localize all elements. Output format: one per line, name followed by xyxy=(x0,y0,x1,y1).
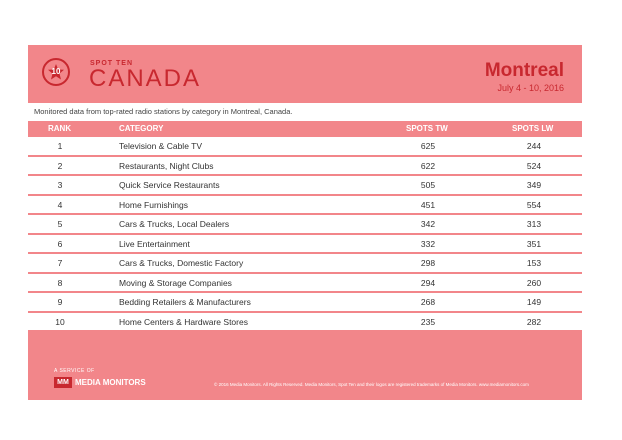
category-cell: Cars & Trucks, Local Dealers xyxy=(119,219,230,229)
copyright-text: © 2016 Media Monitors. All Rights Reserved. Media Monitors, Spot Ten and their logos are registered trademarks of Media Monitors. www.mediamonitors.com xyxy=(214,382,529,387)
column-spots-tw: SPOTS TW xyxy=(406,124,448,133)
spots-lw-cell: 244 xyxy=(526,141,542,151)
city-title: Montreal xyxy=(484,60,564,81)
table-row xyxy=(28,176,582,194)
spots-lw-cell: 282 xyxy=(526,316,542,327)
rank-cell: 1 xyxy=(57,141,63,151)
description-text: Monitored data from top-rated radio stations by category in Montreal, Canada. xyxy=(34,107,293,116)
category-cell: Home Furnishings xyxy=(119,199,188,210)
ranking-table xyxy=(28,137,582,332)
table-row xyxy=(28,274,582,292)
column-spots-lw: SPOTS LW xyxy=(512,124,554,133)
category-cell: Cars & Trucks, Domestic Factory xyxy=(119,258,244,268)
category-cell: Quick Service Restaurants xyxy=(119,180,220,190)
rank-cell: 2 xyxy=(57,160,63,171)
rank-cell: 10 xyxy=(55,316,65,327)
category-cell: Restaurants, Night Clubs xyxy=(119,160,214,171)
spots-lw-cell: 554 xyxy=(526,199,542,210)
table-row xyxy=(28,157,582,175)
column-rank: RANK xyxy=(48,124,72,133)
table-row xyxy=(28,235,582,253)
spots-tw-cell: 451 xyxy=(420,199,436,210)
spots-tw-cell: 235 xyxy=(420,316,436,327)
category-cell: Home Centers & Hardware Stores xyxy=(119,316,248,327)
table-row xyxy=(28,196,582,214)
category-cell: Moving & Storage Companies xyxy=(119,277,232,288)
service-label: A SERVICE OF xyxy=(54,368,95,374)
spots-tw-cell: 298 xyxy=(420,258,436,268)
table-row xyxy=(28,254,582,272)
description-band xyxy=(28,103,582,121)
media-monitors-logo: MM xyxy=(54,377,72,388)
rank-cell: 8 xyxy=(57,277,63,288)
card-header xyxy=(28,45,582,103)
spots-lw-cell: 313 xyxy=(526,219,542,229)
column-category: CATEGORY xyxy=(119,124,164,133)
spots-lw-cell: 349 xyxy=(526,180,542,190)
table-row xyxy=(28,137,582,155)
rank-cell: 4 xyxy=(57,199,63,210)
country-title: CANADA xyxy=(89,65,202,92)
rank-cell: 5 xyxy=(57,219,63,229)
card-footer xyxy=(28,353,582,400)
category-cell: Live Entertainment xyxy=(119,238,190,249)
spots-tw-cell: 622 xyxy=(420,160,436,171)
spots-lw-cell: 149 xyxy=(526,297,542,307)
category-cell: Television & Cable TV xyxy=(119,141,202,151)
table-row xyxy=(28,215,582,233)
badge-number: 10 xyxy=(51,67,61,76)
company-name: MEDIA MONITORS xyxy=(75,378,146,387)
spots-tw-cell: 625 xyxy=(420,141,436,151)
spots-lw-cell: 153 xyxy=(526,258,542,268)
spot-ten-card xyxy=(28,45,582,400)
spots-tw-cell: 342 xyxy=(420,219,436,229)
category-cell: Bedding Retailers & Manufacturers xyxy=(119,297,251,307)
spots-tw-cell: 294 xyxy=(420,277,436,288)
spots-lw-cell: 524 xyxy=(526,160,542,171)
rank-cell: 9 xyxy=(57,297,63,307)
spot-ten-badge xyxy=(42,58,70,86)
brand-small: SPOT TEN xyxy=(90,60,134,67)
spots-lw-cell: 351 xyxy=(526,238,542,249)
spots-tw-cell: 332 xyxy=(420,238,436,249)
spots-tw-cell: 505 xyxy=(420,180,436,190)
spots-tw-cell: 268 xyxy=(420,297,436,307)
rank-cell: 3 xyxy=(57,180,63,190)
table-row xyxy=(28,293,582,311)
rank-cell: 7 xyxy=(57,258,63,268)
date-range: July 4 - 10, 2016 xyxy=(497,83,564,93)
spots-lw-cell: 260 xyxy=(526,277,542,288)
table-row xyxy=(28,313,582,331)
rank-cell: 6 xyxy=(57,238,63,249)
